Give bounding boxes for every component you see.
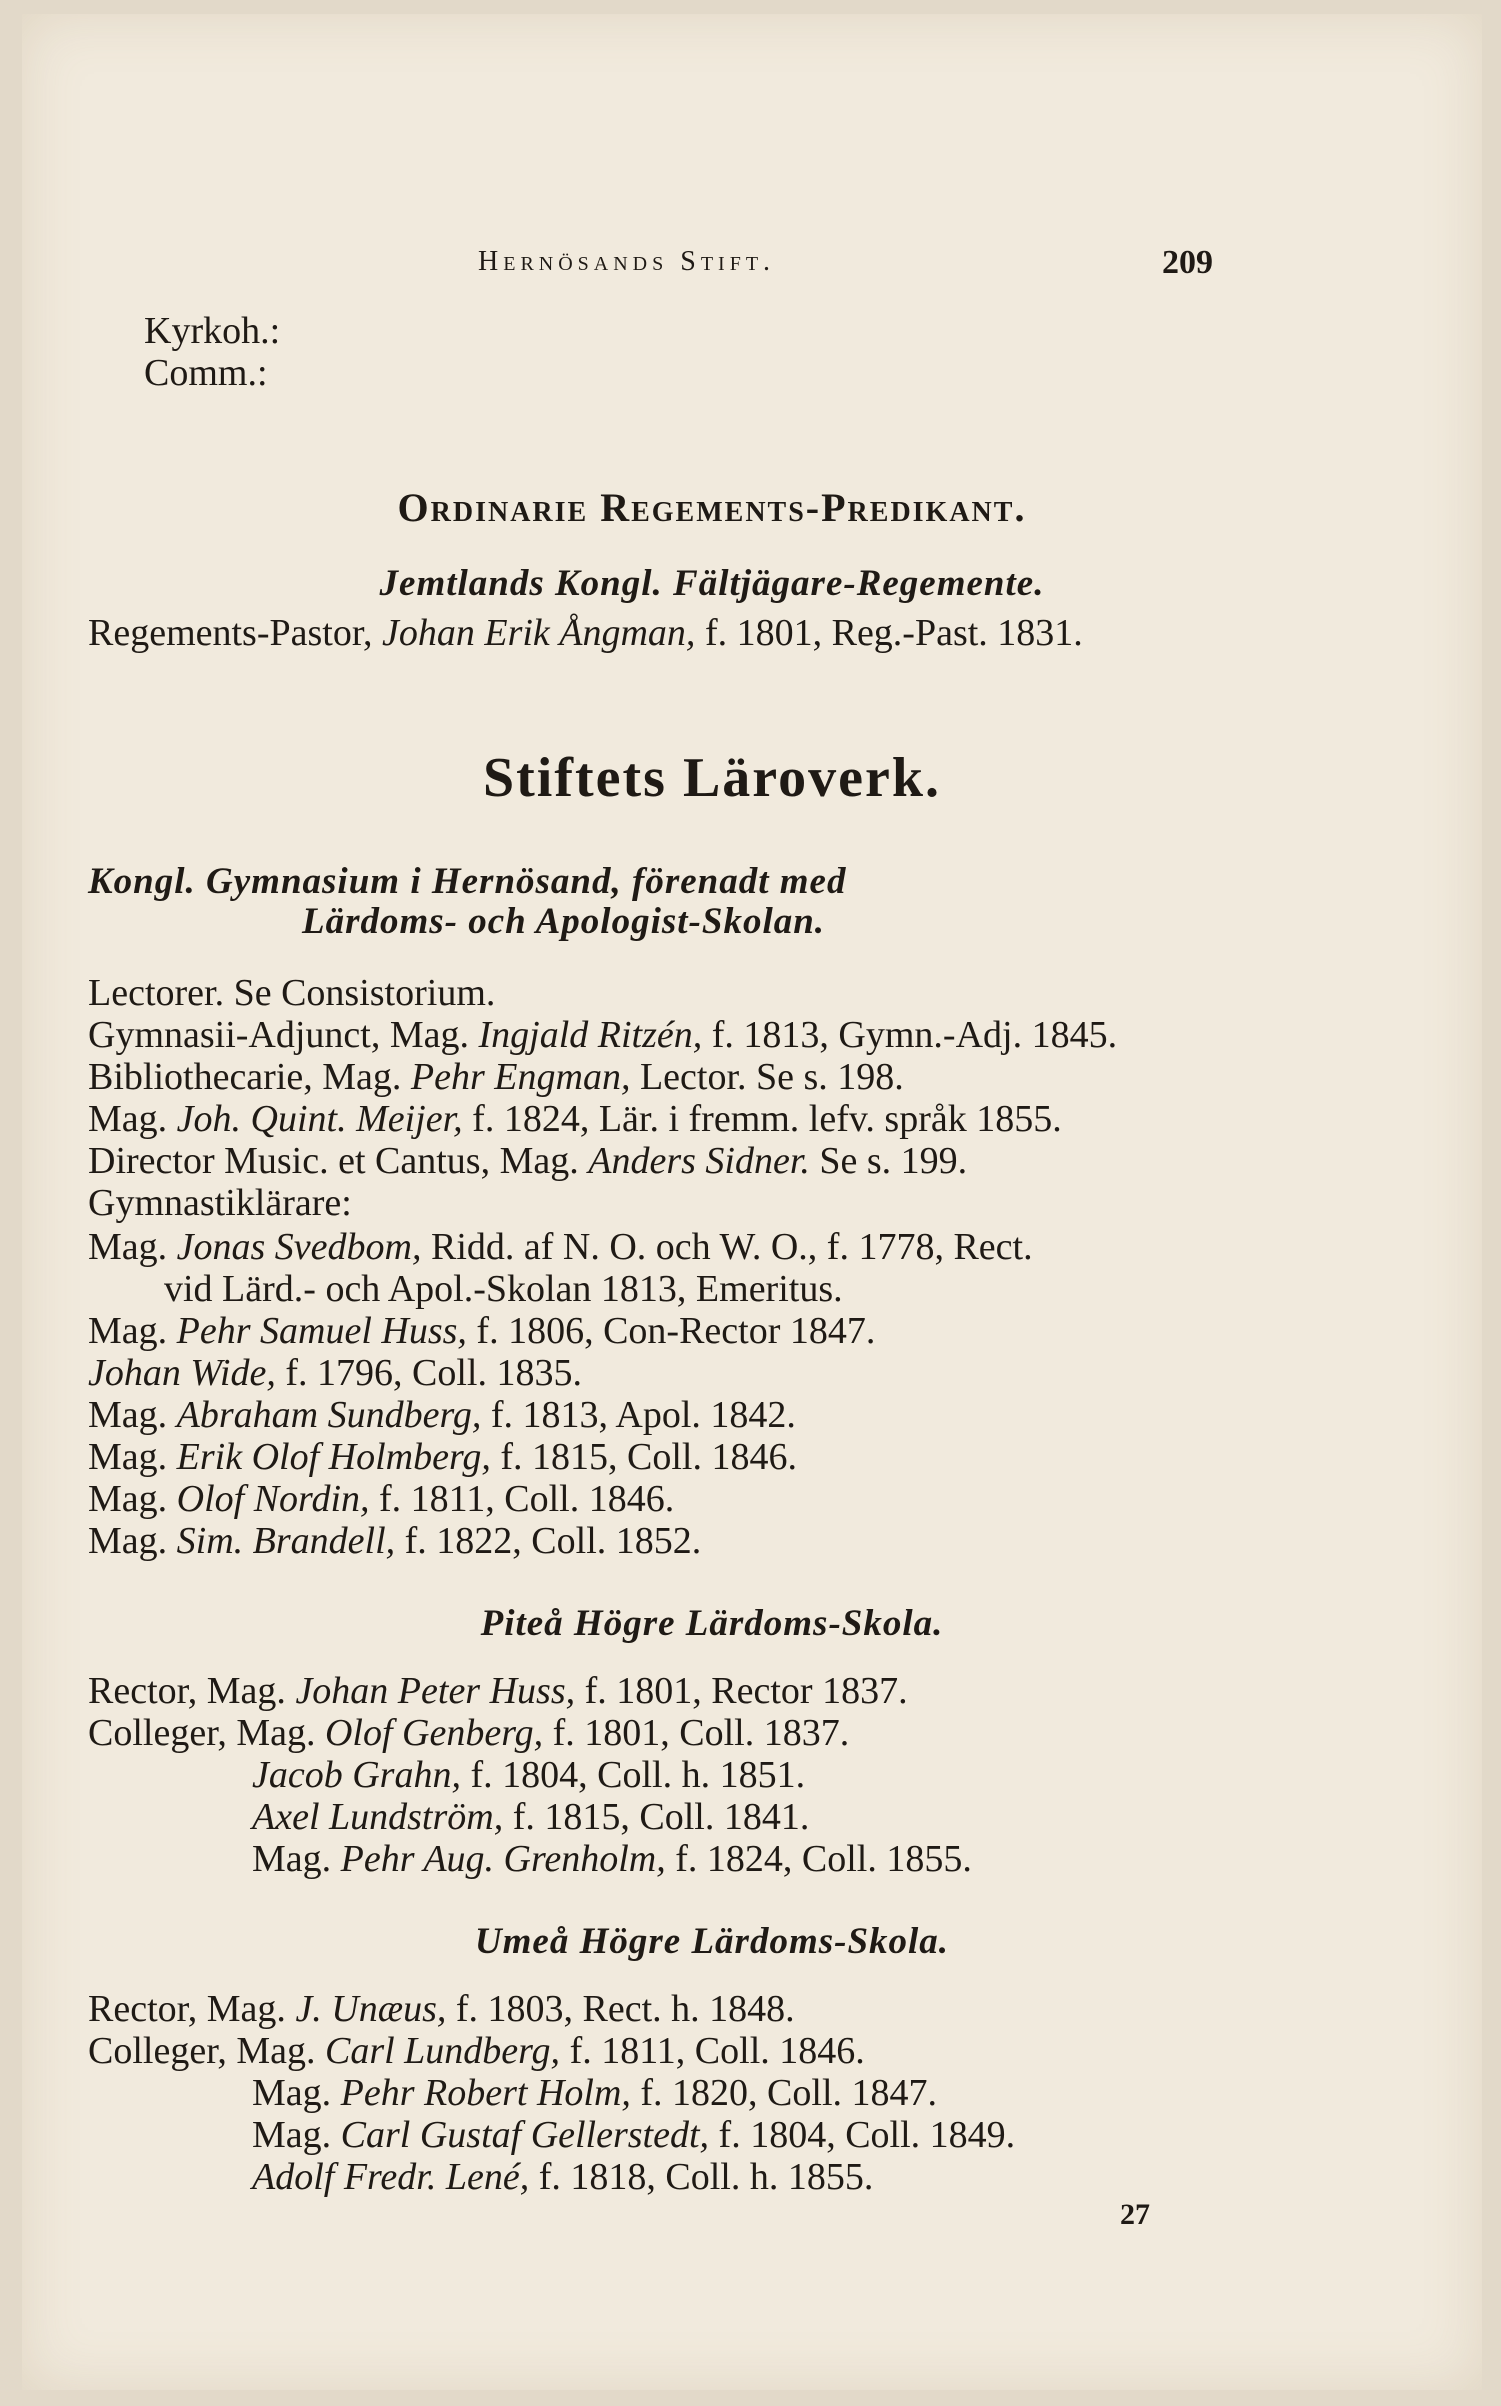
text-line	[88, 1394, 796, 1436]
person-name: Jonas Svedbom,	[176, 1226, 422, 1268]
text-line	[88, 1014, 1117, 1056]
text-segment: f. 1803, Rect. h. 1848.	[446, 1988, 795, 2030]
text-segment: Mag.	[88, 1098, 177, 1140]
text-segment: f. 1811, Coll. 1846.	[369, 1478, 675, 1520]
text-segment: Mag.	[252, 1838, 341, 1880]
text-segment: f. 1796, Coll. 1835.	[275, 1352, 582, 1394]
text-segment: Lectorer. Se Consistorium.	[88, 972, 496, 1014]
person-name: Erik Olof Holmberg,	[176, 1436, 491, 1478]
text-segment: f. 1806, Con-Rector 1847.	[466, 1310, 876, 1352]
text-segment: Rector, Mag.	[88, 1988, 296, 2030]
text-segment: Regements-Pastor,	[88, 612, 382, 654]
person-name: Johan Erik Ångman,	[381, 612, 696, 654]
subtitle-gymnasium-line2: Lärdoms- och Apologist-Skolan.	[302, 901, 826, 942]
text-line	[88, 1226, 1033, 1268]
text-line	[88, 1352, 582, 1394]
text-segment: f. 1813, Gymn.-Adj. 1845.	[702, 1014, 1118, 1056]
person-name: Adolf Fredr. Lené,	[252, 2156, 530, 2198]
text-line	[88, 1056, 904, 1098]
text-line	[88, 1182, 352, 1224]
text-segment: f. 1820, Coll. 1847.	[630, 2072, 938, 2114]
text-segment: Director Music. et Cantus, Mag.	[88, 1140, 589, 1182]
text-line	[88, 1436, 797, 1478]
text-segment: f. 1804, Coll. 1849.	[709, 2114, 1016, 2156]
subtitle-umea: Umeå Högre Lärdoms-Skola.	[474, 1921, 950, 1962]
text-segment: f. 1824, Lär. i fremm. lefv. språk 1855.	[462, 1098, 1062, 1140]
text-segment: Mag.	[88, 1226, 177, 1268]
person-name: Johan Peter Huss,	[295, 1670, 576, 1712]
subtitle-pitea: Piteå Högre Lärdoms-Skola.	[480, 1603, 944, 1644]
section-title-laroverk: Stiftets Läroverk.	[483, 747, 941, 809]
text-line	[252, 2114, 1015, 2156]
text-line	[88, 1140, 967, 1182]
person-name: Pehr Robert Holm,	[340, 2072, 631, 2114]
text-segment: f. 1804, Coll. h. 1851.	[460, 1754, 806, 1796]
person-name: Joh. Quint. Meijer,	[176, 1098, 463, 1140]
text-segment: f. 1815, Coll. 1841.	[503, 1796, 810, 1838]
person-name: Pehr Samuel Huss,	[176, 1310, 467, 1352]
text-segment: Colleger, Mag.	[88, 1712, 325, 1754]
text-line	[88, 1520, 701, 1562]
text-line	[88, 2030, 865, 2072]
text-segment: Mag.	[252, 2072, 341, 2114]
person-name: Pehr Aug. Grenholm,	[340, 1838, 666, 1880]
subtitle-jemtlands: Jemtlands Kongl. Fältjägare-Regemente.	[379, 563, 1045, 604]
person-name: Olof Nordin,	[176, 1478, 370, 1520]
text-segment: Mag.	[88, 1394, 177, 1436]
text-line	[88, 972, 495, 1014]
text-line	[252, 1838, 972, 1880]
text-line	[88, 1310, 875, 1352]
text-segment: Mag.	[88, 1436, 177, 1478]
text-segment: f. 1801, Coll. 1837.	[543, 1712, 850, 1754]
person-name: Pehr Engman,	[410, 1056, 631, 1098]
person-name: Johan Wide,	[88, 1352, 276, 1394]
running-title: Hernösands Stift.	[478, 246, 776, 277]
top-line-kyrkoh: Kyrkoh.:	[144, 310, 281, 352]
person-name: Anders Sidner.	[588, 1140, 810, 1182]
text-segment: f. 1818, Coll. h. 1855.	[529, 2156, 874, 2198]
text-segment: Mag.	[88, 1310, 177, 1352]
person-name: Carl Lundberg,	[324, 2030, 561, 2072]
text-segment: f. 1822, Coll. 1852.	[395, 1520, 702, 1562]
person-name: Olof Genberg,	[324, 1712, 544, 1754]
person-name: Abraham Sundberg,	[176, 1394, 482, 1436]
text-segment: Rector, Mag.	[88, 1670, 296, 1712]
text-line	[88, 612, 1083, 654]
subtitle-gymnasium-line1: Kongl. Gymnasium i Hernösand, förenadt med	[88, 861, 847, 902]
text-segment: Gymnastiklärare:	[88, 1182, 352, 1224]
text-segment: f. 1813, Apol. 1842.	[481, 1394, 796, 1436]
text-line	[252, 2072, 937, 2114]
person-name: Axel Lundström,	[252, 1796, 504, 1838]
text-segment: vid Lärd.- och Apol.-Skolan 1813, Emeritus.	[164, 1268, 843, 1310]
text-line	[88, 1988, 795, 2030]
person-name: Carl Gustaf Gellerstedt,	[340, 2114, 710, 2156]
text-segment: Lector. Se s. 198.	[630, 1056, 904, 1098]
text-segment: Ridd. af N. O. och W. O., f. 1778, Rect.	[421, 1226, 1033, 1268]
top-line-comm: Comm.:	[144, 352, 268, 394]
text-line	[88, 1478, 674, 1520]
text-segment: f. 1824, Coll. 1855.	[665, 1838, 972, 1880]
person-name: J. Unæus,	[295, 1988, 447, 2030]
text-segment: Colleger, Mag.	[88, 2030, 325, 2072]
text-segment: Mag.	[88, 1520, 177, 1562]
text-line	[88, 1098, 1062, 1140]
text-segment: Gymnasii-Adjunct, Mag.	[88, 1014, 479, 1056]
page-number: 209	[1162, 244, 1213, 281]
text-segment: Bibliothecarie, Mag.	[88, 1056, 411, 1098]
text-segment: f. 1801, Rector 1837.	[575, 1670, 908, 1712]
text-segment: Se s. 199.	[809, 1140, 968, 1182]
text-line	[252, 1754, 805, 1796]
text-line	[88, 1670, 908, 1712]
person-name: Ingjald Ritzén,	[478, 1014, 703, 1056]
text-segment: Mag.	[252, 2114, 341, 2156]
person-name: Jacob Grahn,	[252, 1754, 461, 1796]
text-line	[88, 1712, 849, 1754]
person-name: Sim. Brandell,	[176, 1520, 396, 1562]
text-line	[252, 1796, 809, 1838]
page	[22, 14, 1482, 2390]
text-line	[252, 2156, 873, 2198]
signature-mark: 27	[1120, 2198, 1150, 2231]
section-title-regements-predikant: Ordinarie Regements-Predikant.	[397, 485, 1027, 530]
text-segment: f. 1801, Reg.-Past. 1831.	[695, 612, 1083, 654]
text-segment: f. 1815, Coll. 1846.	[490, 1436, 797, 1478]
text-segment: f. 1811, Coll. 1846.	[560, 2030, 865, 2072]
text-line	[164, 1268, 843, 1310]
text-segment: Mag.	[88, 1478, 177, 1520]
